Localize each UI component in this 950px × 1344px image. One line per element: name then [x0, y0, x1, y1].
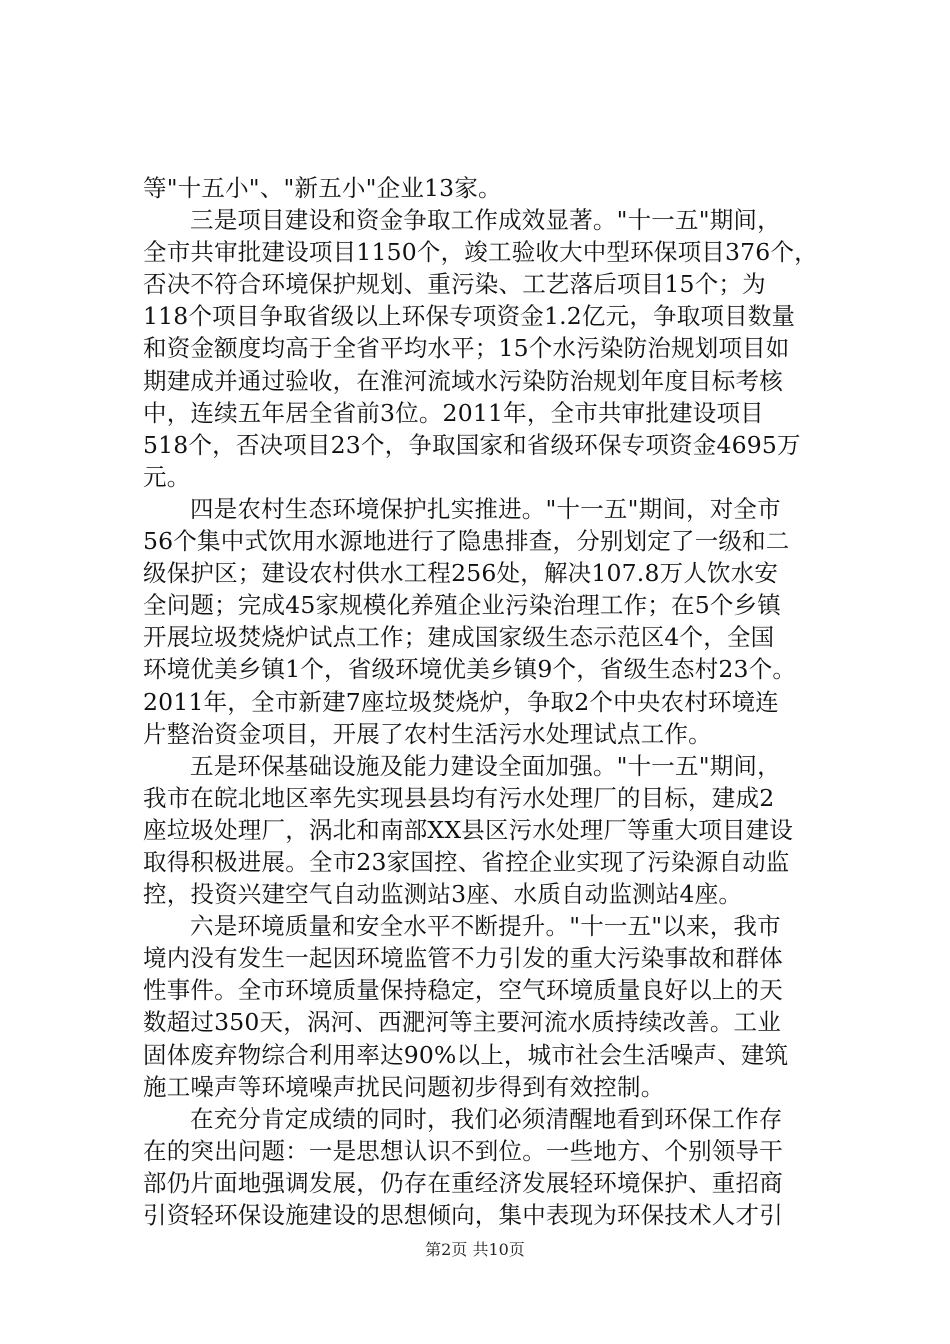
- text-line: 118个项目争取省级以上环保专项资金1.2亿元，争取项目数量: [143, 302, 796, 331]
- text-line: 等"十五小"、"新五小"企业13家。: [143, 174, 502, 202]
- page-footer: 第2页 共10页: [425, 1240, 525, 1259]
- text-line: 环境优美乡镇1个，省级环境优美乡镇9个，省级生态村23个。: [143, 655, 797, 684]
- text-line: 期建成并通过验收，在淮河流域水污染防治规划年度目标考核: [143, 366, 783, 395]
- text-line: 开展垃圾焚烧炉试点工作；建成国家级生态示范区4个，全国: [143, 623, 775, 652]
- text-line: 四是农村生态环境保护扎实推进。"十一五"期间，对全市: [190, 494, 781, 523]
- text-line: 性事件。全市环境质量保持稳定，空气环境质量良好以上的天: [143, 976, 783, 1005]
- text-line: 元。: [143, 462, 191, 491]
- text-line: 在的突出问题：一是思想认识不到位。一些地方、个别领导干: [143, 1136, 783, 1165]
- text-line: 部仍片面地强调发展，仍存在重经济发展轻环境保护、重招商: [143, 1168, 783, 1197]
- text-line: 片整治资金项目，开展了农村生活污水处理试点工作。: [143, 719, 712, 748]
- text-line: 中，连续五年居全省前3位。2011年，全市共审批建设项目: [143, 398, 764, 427]
- text-line: 518个，否决项目23个，争取国家和省级环保专项资金4695万: [143, 430, 801, 459]
- text-line: 座垃圾处理厂，涡北和南部XX县区污水处理厂等重大项目建设: [143, 815, 794, 844]
- text-line: 级保护区；建设农村供水工程256处，解决107.8万人饮水安: [143, 559, 779, 588]
- text-line: 全市共审批建设项目1150个，竣工验收大中型环保项目376个，: [143, 238, 818, 267]
- text-line: 固体废弃物综合利用率达90%以上，城市社会生活噪声、建筑: [143, 1040, 789, 1069]
- document-body: [143, 172, 833, 1231]
- text-line: 数超过350天，涡河、西淝河等主要河流水质持续改善。工业: [143, 1008, 781, 1037]
- text-line: 全问题；完成45家规模化养殖企业污染治理工作；在5个乡镇: [143, 591, 781, 620]
- text-line: 五是环保基础设施及能力建设全面加强。"十一五"期间，: [190, 751, 781, 780]
- text-line: 施工噪声等环境噪声扰民问题初步得到有效控制。: [143, 1072, 665, 1101]
- text-line: 2011年，全市新建7座垃圾焚烧炉，争取2个中央农村环境连: [143, 687, 780, 716]
- text-line: 引资轻环保设施建设的思想倾向，集中表现为环保技术人才引: [143, 1201, 783, 1229]
- text-line: 在充分肯定成绩的同时，我们必须清醒地看到环保工作存: [190, 1104, 783, 1133]
- text-line: 控，投资兴建空气自动监测站3座、水质自动监测站4座。: [143, 880, 743, 909]
- text-line: 取得积极进展。全市23家国控、省控企业实现了污染源自动监: [143, 847, 790, 876]
- text-line: 六是环境质量和安全水平不断提升。"十一五"以来，我市: [190, 912, 781, 941]
- text-line: 56个集中式饮用水源地进行了隐患排查，分别划定了一级和二: [143, 527, 790, 556]
- text-line: 否决不符合环境保护规划、重污染、工艺落后项目15个；为: [143, 270, 766, 299]
- text-line: 我市在皖北地区率先实现县县均有污水处理厂的目标，建成2: [143, 783, 775, 812]
- text-line: 境内没有发生一起因环境监管不力引发的重大污染事故和群体: [143, 944, 783, 973]
- text-line: 和资金额度均高于全省平均水平；15个水污染防治规划项目如: [143, 334, 790, 363]
- text-line: 三是项目建设和资金争取工作成效显著。"十一五"期间，: [190, 206, 781, 235]
